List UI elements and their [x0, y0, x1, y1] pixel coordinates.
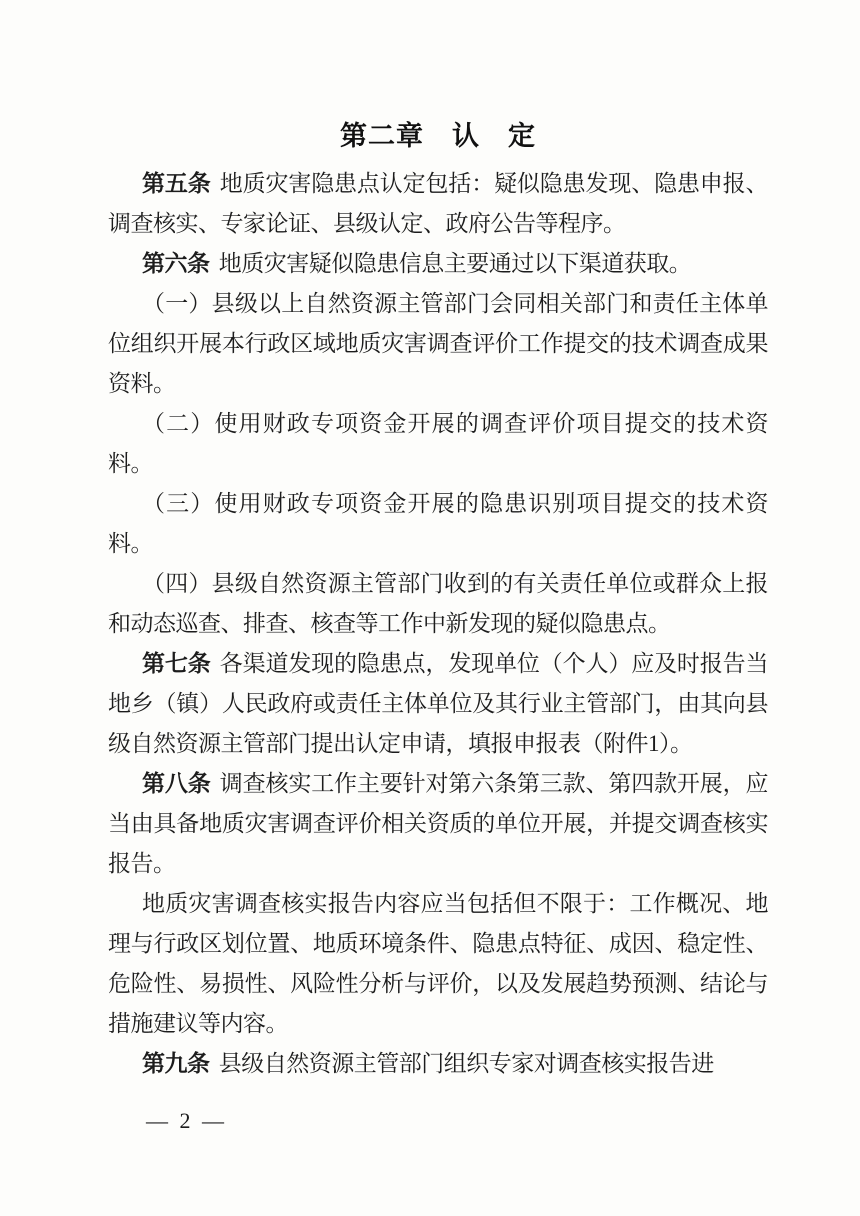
article-8-number: 第八条: [142, 771, 211, 796]
article-5-paragraph: [108, 164, 768, 244]
item-4-text: （四）县级自然资源主管部门收到的有关责任单位或群众上报和动态巡查、排查、核查等工作中新发现的疑似隐患点。: [108, 571, 768, 636]
report-content-text: 地质灾害调查核实报告内容应当包括但不限于：工作概况、地理与行政区划位置、地质环境条件、隐患点特征、成因、稳定性、危险性、易损性、风险性分析与评价，以及发展趋势预测、结论与措施建议等内容。: [108, 891, 768, 1036]
article-8-paragraph: [108, 764, 768, 884]
article-8-text: 调查核实工作主要针对第六条第三款、第四款开展，应当由具备地质灾害调查评价相关资质的单位开展，并提交调查核实报告。: [108, 771, 769, 876]
article-6-item-2-paragraph: [108, 404, 768, 484]
article-6-text: 地质灾害疑似隐患信息主要通过以下渠道获取。: [218, 251, 692, 276]
article-9-text: 县级自然资源主管部门组织专家对调查核实报告进: [218, 1051, 714, 1076]
article-9-paragraph: [108, 1044, 768, 1084]
item-3-text: （三）使用财政专项资金开展的隐患识别项目提交的技术资料。: [108, 491, 768, 556]
article-7-number: 第七条: [142, 651, 211, 676]
article-5-text: 地质灾害隐患点认定包括：疑似隐患发现、隐患申报、调查核实、专家论证、县级认定、政府公告等程序。: [108, 171, 769, 236]
article-6-item-1-paragraph: [108, 284, 768, 404]
article-7-text: 各渠道发现的隐患点，发现单位（个人）应及时报告当地乡（镇）人民政府或责任主体单位及其行业主管部门，由其向县级自然资源主管部门提出认定申请，填报申报表（附件1）。: [108, 651, 769, 756]
item-1-text: （一）县级以上自然资源主管部门会同相关部门和责任主体单位组织开展本行政区域地质灾害调查评价工作提交的技术调查成果资料。: [108, 291, 768, 396]
article-9-number: 第九条: [142, 1051, 210, 1076]
chapter-title: 第二章 认 定: [340, 121, 536, 151]
article-7-paragraph: [108, 644, 768, 764]
document-body: [108, 164, 768, 1084]
article-8-report-content-paragraph: [108, 884, 768, 1044]
article-6-number: 第六条: [142, 251, 210, 276]
article-5-number: 第五条: [142, 171, 211, 196]
article-6-paragraph: [108, 244, 768, 284]
page-number: — 2 —: [146, 1108, 227, 1133]
article-6-item-4-paragraph: [108, 564, 768, 644]
item-2-text: （二）使用财政专项资金开展的调查评价项目提交的技术资料。: [108, 411, 768, 476]
article-6-item-3-paragraph: [108, 484, 768, 564]
